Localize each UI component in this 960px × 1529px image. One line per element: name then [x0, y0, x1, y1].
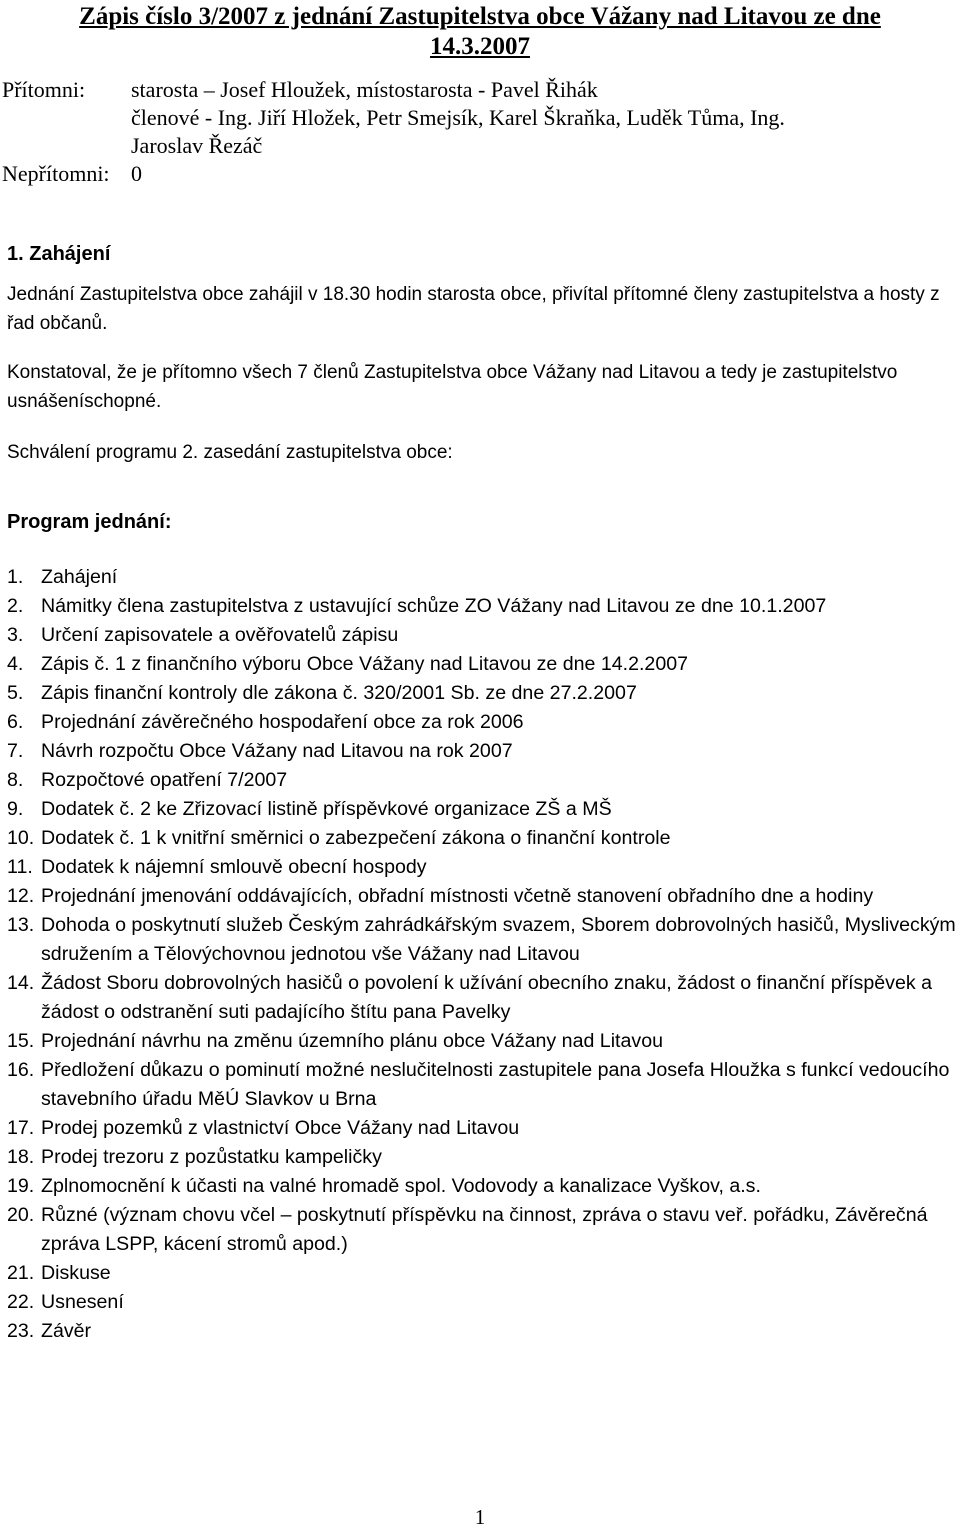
program-item	[0, 1114, 960, 1143]
program-item	[0, 1143, 960, 1172]
program-item-number: 20.	[7, 1204, 35, 1226]
program-item-number: 4.	[7, 653, 24, 675]
program-item	[0, 679, 960, 708]
program-item	[0, 1288, 960, 1317]
program-item-number: 2.	[7, 595, 24, 617]
program-item-text: Zplnomocnění k účasti na valné hromadě spol. Vodovody a kanalizace Vyškov, a.s.	[41, 1175, 761, 1197]
program-item-number: 7.	[7, 740, 24, 762]
program-item	[0, 766, 960, 795]
program-item-text: Prodej pozemků z vlastnictví Obce Vážany nad Litavou	[41, 1117, 520, 1139]
program-item-number: 5.	[7, 682, 24, 704]
program-item	[0, 1259, 960, 1288]
page-number: 1	[474, 1505, 486, 1529]
program-item-text: Projednání jmenování oddávajících, obřadní místnosti včetně stanovení obřadního dne a hodiny	[41, 885, 874, 907]
absent-label: Nepřítomni:	[2, 161, 110, 186]
opening-paragraph: Jednání Zastupitelstva obce zahájil v 18.30 hodin starosta obce, přivítal přítomné členy zastupitelstva a hosty z řad občanů.	[7, 284, 940, 334]
program-item-number: 21.	[7, 1262, 35, 1284]
program-item-text: Určení zapisovatele a ověřovatelů zápisu	[41, 624, 399, 646]
program-item	[0, 969, 960, 1027]
program-item-text: Dodatek č. 2 ke Zřizovací listině příspěvkové organizace ZŠ a MŠ	[41, 798, 612, 820]
program-item-number: 10.	[7, 827, 35, 849]
program-item-number: 1.	[7, 566, 24, 588]
program-item-text: Žádost Sboru dobrovolných hasičů o povolení k užívání obecního znaku, žádost o finanční příspěvek a žádost o odstranění suti padajícího štítu pana Pavelky	[41, 972, 932, 1023]
program-item-text: Projednání návrhu na změnu územního plánu obce Vážany nad Litavou	[41, 1030, 663, 1052]
present-line-2: členové - Ing. Jiří Hložek, Petr Smejsík, Karel Škraňka, Luděk Tůma, Ing.	[131, 105, 785, 130]
program-item-number: 8.	[7, 769, 24, 791]
program-item-text: Zápis č. 1 z finančního výboru Obce Vážany nad Litavou ze dne 14.2.2007	[41, 653, 689, 675]
program-approval-paragraph: Schválení programu 2. zasedání zastupitelstva obce:	[7, 442, 453, 463]
absent-value: 0	[131, 161, 142, 186]
program-item-number: 18.	[7, 1146, 35, 1168]
program-item-text: Námitky člena zastupitelstva z ustavující schůze ZO Vážany nad Litavou ze dne 10.1.2007	[41, 595, 827, 617]
document-title	[0, 2, 960, 62]
program-item	[0, 882, 960, 911]
section-heading-opening: 1. Zahájení	[7, 243, 111, 265]
program-list	[0, 563, 960, 1346]
program-item-text: Závěr	[41, 1320, 92, 1342]
program-item	[0, 1317, 960, 1346]
title-line-1: Zápis číslo 3/2007 z jednání Zastupitelstva obce Vážany nad Litavou ze dne	[79, 3, 881, 30]
program-item-number: 15.	[7, 1030, 35, 1052]
program-item-number: 14.	[7, 972, 35, 994]
program-item	[0, 1027, 960, 1056]
program-item-number: 3.	[7, 624, 24, 646]
program-item	[0, 1201, 960, 1259]
program-item	[0, 911, 960, 969]
program-item-text: Zahájení	[41, 566, 118, 588]
title-line-2: 14.3.2007	[430, 33, 530, 60]
program-item-text: Prodej trezoru z pozůstatku kampeličky	[41, 1146, 382, 1168]
program-item	[0, 621, 960, 650]
program-heading: Program jednání:	[7, 511, 172, 533]
program-item-number: 19.	[7, 1175, 35, 1197]
program-item	[0, 650, 960, 679]
program-item	[0, 1172, 960, 1201]
quorum-paragraph: Konstatoval, že je přítomno všech 7 členů Zastupitelstva obce Vážany nad Litavou a tedy je zastupitelstvo usnášeníschopné.	[7, 362, 898, 412]
program-item	[0, 737, 960, 766]
present-label: Přítomni:	[2, 77, 86, 102]
program-item-number: 9.	[7, 798, 24, 820]
program-item-text: Dohoda o poskytnutí služeb Českým zahrádkářským svazem, Sborem dobrovolných hasičů, Mysliveckým sdružením a Tělovýchovnou jednotou vše Vážany nad Litavou	[41, 914, 956, 965]
program-item	[0, 795, 960, 824]
program-item-number: 16.	[7, 1059, 35, 1081]
program-item-text: Různé (význam chovu včel – poskytnutí příspěvku na činnost, zpráva o stavu veř. pořádku, Závěrečná zpráva LSPP, kácení stromů apod.)	[41, 1204, 928, 1255]
program-item-number: 23.	[7, 1320, 35, 1342]
program-item-number: 17.	[7, 1117, 35, 1139]
program-item	[0, 708, 960, 737]
present-line-3: Jaroslav Řezáč	[131, 133, 263, 158]
program-item	[0, 592, 960, 621]
program-item-number: 11.	[7, 856, 33, 878]
program-item-number: 13.	[7, 914, 35, 936]
program-item-text: Předložení důkazu o pominutí možné neslučitelnosti zastupitele pana Josefa Hloužka s funkcí vedoucího stavebního úřadu MěÚ Slavkov u Brna	[41, 1059, 950, 1110]
program-item	[0, 1056, 960, 1114]
program-item	[0, 824, 960, 853]
program-item-text: Usnesení	[41, 1291, 124, 1313]
program-item-number: 12.	[7, 885, 35, 907]
program-item-text: Diskuse	[41, 1262, 111, 1284]
program-item-number: 22.	[7, 1291, 35, 1313]
program-item-text: Dodatek k nájemní smlouvě obecní hospody	[41, 856, 427, 878]
program-item-text: Dodatek č. 1 k vnitřní směrnici o zabezpečení zákona o finanční kontrole	[41, 827, 671, 849]
program-item-text: Návrh rozpočtu Obce Vážany nad Litavou na rok 2007	[41, 740, 513, 762]
program-item-number: 6.	[7, 711, 24, 733]
program-item-text: Projednání závěrečného hospodaření obce za rok 2006	[41, 711, 524, 733]
program-item	[0, 563, 960, 592]
present-line-1: starosta – Josef Hloužek, místostarosta - Pavel Řihák	[131, 77, 598, 102]
program-item-text: Rozpočtové opatření 7/2007	[41, 769, 288, 791]
program-item-text: Zápis finanční kontroly dle zákona č. 320/2001 Sb. ze dne 27.2.2007	[41, 682, 637, 704]
program-item	[0, 853, 960, 882]
